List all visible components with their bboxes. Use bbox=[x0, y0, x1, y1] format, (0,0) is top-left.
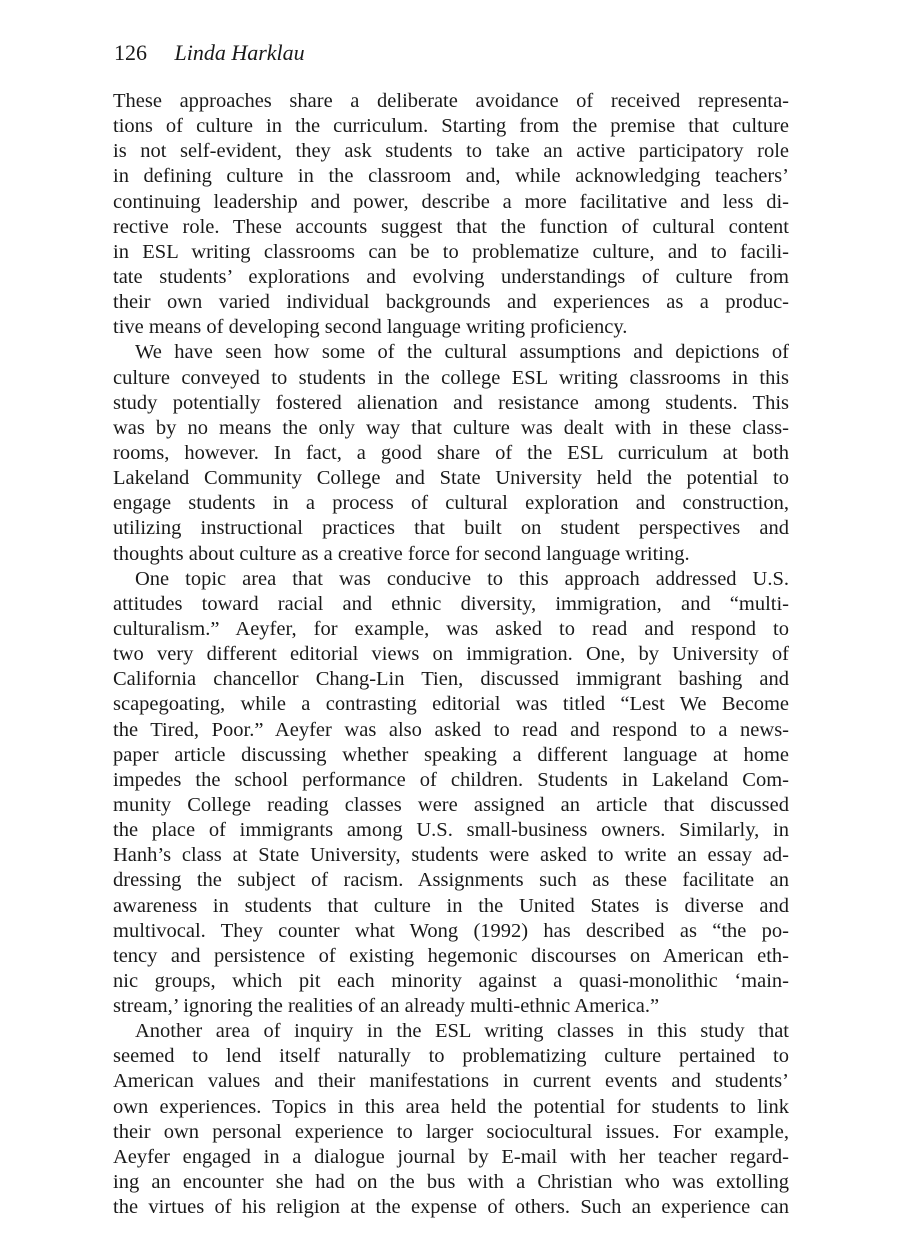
text-line: awareness in students that culture in the United States is diverse and bbox=[113, 894, 789, 917]
paragraph-1 bbox=[113, 89, 789, 340]
paragraph-4 bbox=[113, 1019, 789, 1220]
text-line: culture conveyed to students in the college ESL writing classrooms in this bbox=[113, 366, 789, 389]
text-line: Another area of inquiry in the ESL writing classes in this study that bbox=[135, 1020, 789, 1043]
text-line: own experiences. Topics in this area held the potential for students to link bbox=[113, 1095, 789, 1118]
text-line: nic groups, which pit each minority against a quasi-monolithic ‘main- bbox=[113, 969, 789, 992]
text-line: munity College reading classes were assigned an article that discussed bbox=[113, 793, 789, 816]
body-text bbox=[113, 89, 789, 1220]
text-line: utilizing instructional practices that built on student perspectives and bbox=[113, 517, 789, 540]
text-line: These approaches share a deliberate avoidance of received representa- bbox=[113, 90, 789, 112]
text-line: tency and persistence of existing hegemonic discourses on American eth- bbox=[113, 944, 789, 967]
text-line: was by no means the only way that culture was dealt with in these class- bbox=[113, 416, 789, 439]
text-line: paper article discussing whether speaking a different language at home bbox=[113, 743, 789, 766]
text-line: study potentially fostered alienation and resistance among students. This bbox=[113, 391, 789, 414]
text-line: tions of culture in the curriculum. Starting from the premise that culture bbox=[113, 115, 789, 138]
text-line: We have seen how some of the cultural assumptions and depictions of bbox=[135, 341, 789, 364]
text-line: Hanh’s class at State University, students were asked to write an essay ad- bbox=[113, 844, 789, 867]
text-line: seemed to lend itself naturally to problematizing culture pertained to bbox=[113, 1045, 789, 1068]
text-line: their own personal experience to larger sociocultural issues. For example, bbox=[113, 1120, 789, 1143]
text-line: Lakeland Community College and State University held the potential to bbox=[113, 467, 789, 490]
text-line: the place of immigrants among U.S. small-business owners. Similarly, in bbox=[113, 819, 789, 842]
text-line: impedes the school performance of children. Students in Lakeland Com- bbox=[113, 768, 789, 791]
running-head bbox=[114, 40, 305, 66]
text-line: One topic area that was conducive to this approach addressed U.S. bbox=[135, 567, 789, 590]
text-line: California chancellor Chang-Lin Tien, discussed immigrant bashing and bbox=[113, 668, 789, 691]
text-line: continuing leadership and power, describe a more facilitative and less di- bbox=[113, 190, 789, 213]
text-line: in defining culture in the classroom and, while acknowledging teachers’ bbox=[113, 165, 789, 188]
text-line: scapegoating, while a contrasting editorial was titled “Lest We Become bbox=[113, 693, 789, 716]
text-line: dressing the subject of racism. Assignments such as these facilitate an bbox=[113, 869, 789, 892]
text-line: their own varied individual backgrounds and experiences as a produc- bbox=[113, 291, 789, 314]
text-line: attitudes toward racial and ethnic diversity, immigration, and “multi- bbox=[113, 592, 789, 615]
paragraph-3 bbox=[113, 567, 789, 1020]
text-line: the virtues of his religion at the expense of others. Such an experience can bbox=[113, 1196, 789, 1219]
text-line: is not self-evident, they ask students to take an active participatory role bbox=[113, 140, 789, 163]
text-line: rective role. These accounts suggest that the function of cultural content bbox=[113, 215, 789, 238]
text-line: stream,’ ignoring the realities of an already multi-ethnic America.” bbox=[113, 995, 660, 1018]
text-line: tate students’ explorations and evolving understandings of culture from bbox=[113, 265, 789, 288]
text-line: rooms, however. In fact, a good share of the ESL curriculum at both bbox=[113, 441, 789, 464]
running-head-author: Linda Harklau bbox=[174, 40, 305, 65]
text-line: tive means of developing second language writing proficiency. bbox=[113, 316, 628, 339]
text-line: in ESL writing classrooms can be to problematize culture, and to facili- bbox=[113, 240, 789, 263]
text-line: culturalism.” Aeyfer, for example, was asked to read and respond to bbox=[113, 617, 789, 640]
text-line: the Tired, Poor.” Aeyfer was also asked to read and respond to a news- bbox=[113, 718, 789, 741]
text-line: thoughts about culture as a creative force for second language writing. bbox=[113, 542, 690, 565]
page-number: 126 bbox=[114, 40, 147, 65]
paragraph-2 bbox=[113, 340, 789, 566]
text-line: two very different editorial views on immigration. One, by University of bbox=[113, 643, 789, 666]
text-line: ing an encounter she had on the bus with a Christian who was extolling bbox=[113, 1171, 789, 1194]
text-line: Aeyfer engaged in a dialogue journal by E-mail with her teacher regard- bbox=[113, 1145, 789, 1168]
text-line: engage students in a process of cultural exploration and construction, bbox=[113, 492, 789, 515]
text-line: American values and their manifestations in current events and students’ bbox=[113, 1070, 789, 1093]
text-line: multivocal. They counter what Wong (1992) has described as “the po- bbox=[113, 919, 789, 942]
